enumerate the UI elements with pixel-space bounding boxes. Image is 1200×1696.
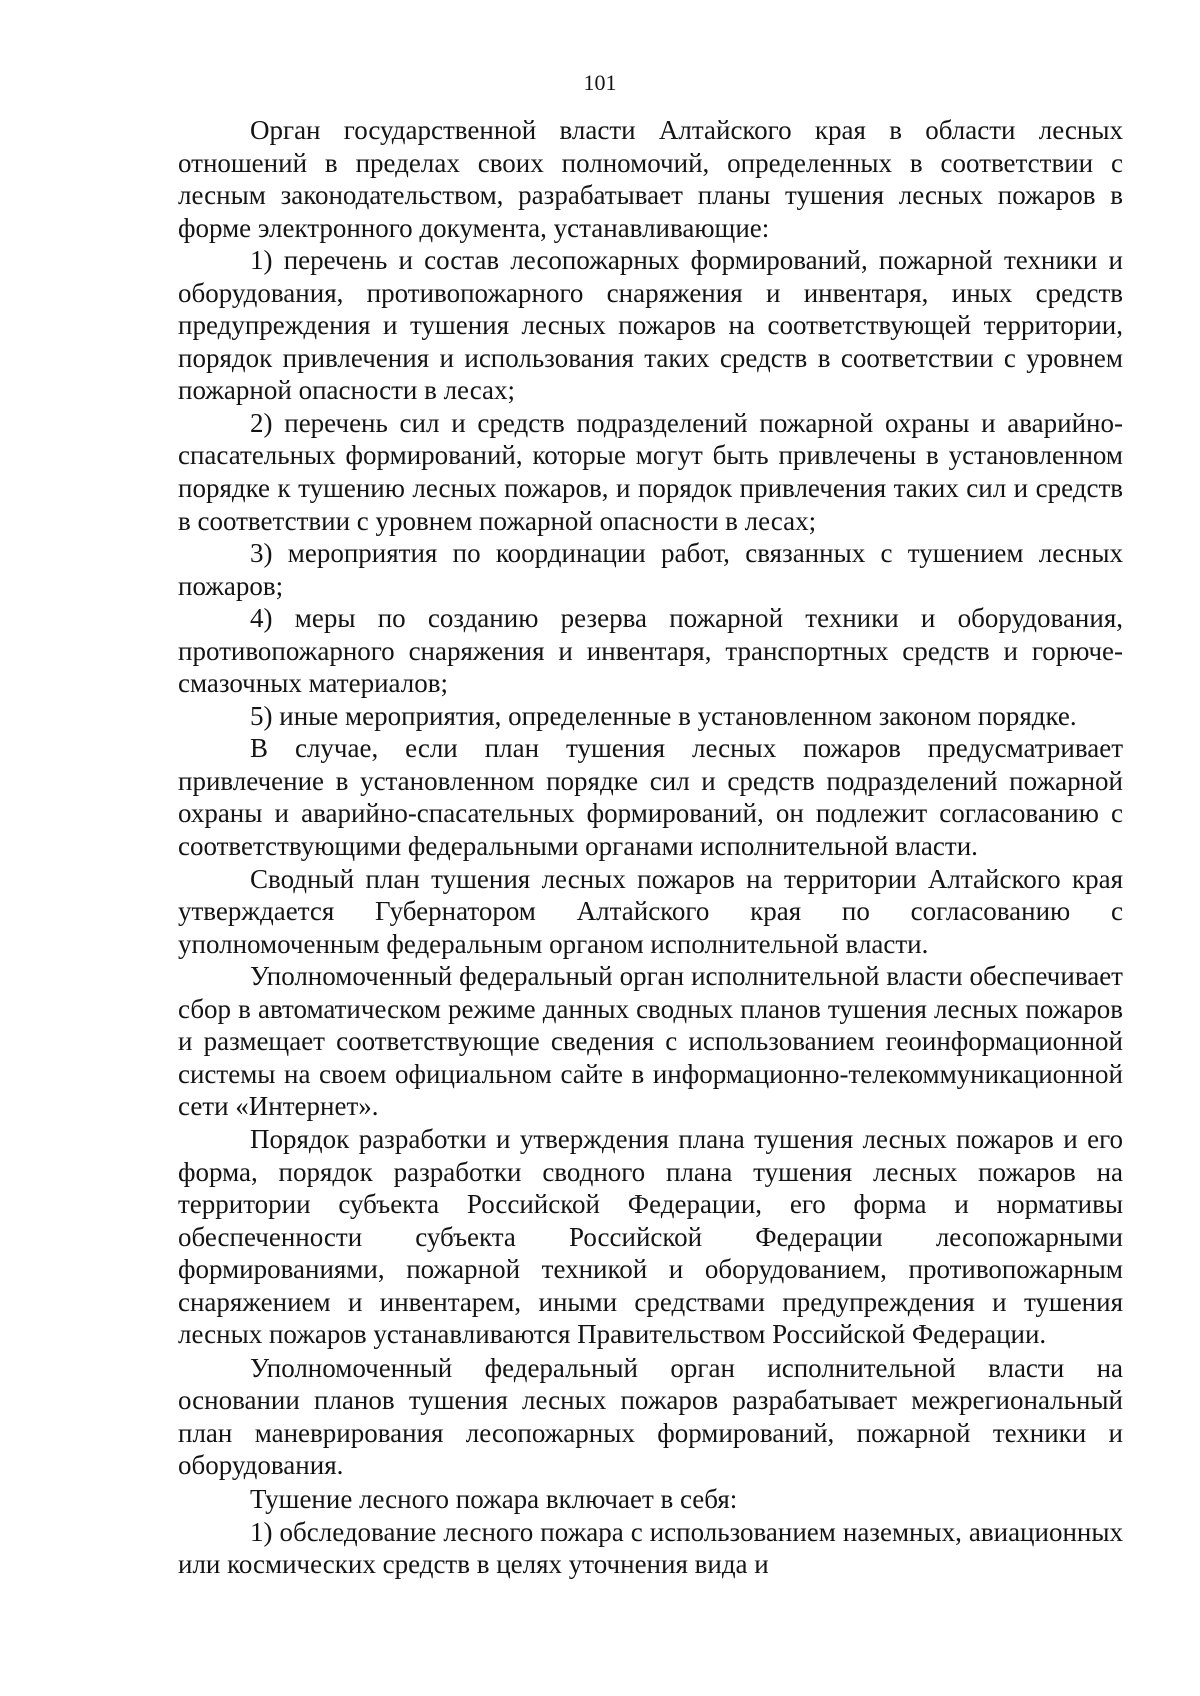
paragraph-interregional-plan: Уполномоченный федеральный орган исполнительной власти на основании планов тушения лесных пожаров разрабатывает межрегиональный план маневрирования лесопожарных формирований, пожарной техники и оборудования. — [178, 1352, 1123, 1481]
list-item-1: 1) перечень и состав лесопожарных формирований, пожарной техники и оборудования, противопожарного снаряжения и инвентаря, иных средств предупреждения и тушения лесных пожаров на соответствующей территории, порядок привлечения и использования таких средств в соответствии с уровнем пожарной опасности в лесах; — [178, 245, 1123, 406]
page-number: 101 — [583, 70, 617, 95]
paragraph-consolidated-plan: Сводный план тушения лесных пожаров на территории Алтайского края утверждается Губернатором Алтайского края по согласованию с уполномоченным федеральным органом исполнительной власти. — [178, 863, 1123, 959]
paragraph-procedure: Порядок разработки и утверждения плана тушения лесных пожаров и его форма, порядок разработки сводного плана тушения лесных пожаров на территории субъекта Российской Федерации, его форма и нормативы обеспеченности субъекта Российской Федерации лесопожарными формированиями, пожарной техникой и оборудованием, противопожарным снаряжением и инвентарем, иными средствами предупреждения и тушения лесных пожаров устанавливаются Правительством Российской Федерации. — [178, 1123, 1123, 1350]
extinguishing-item-1: 1) обследование лесного пожара с использованием наземных, авиационных или космических средств в целях уточнения вида и — [178, 1516, 1123, 1580]
paragraph-intro: Орган государственной власти Алтайского края в области лесных отношений в пределах своих полномочий, определенных в соответствии с лесным законодательством, разрабатывает планы тушения лесных пожаров в форме электронного документа, устанавливающие: — [178, 115, 1123, 243]
list-item-5: 5) иные мероприятия, определенные в установленном законом порядке. — [250, 700, 1077, 731]
paragraph-extinguishing-heading: Тушение лесного пожара включает в себя: — [250, 1483, 738, 1514]
list-item-4: 4) меры по созданию резерва пожарной техники и оборудования, противопожарного снаряжения и инвентаря, транспортных средств и горюче-смазочных материалов; — [178, 603, 1123, 699]
paragraph-coordination: В случае, если план тушения лесных пожаров предусматривает привлечение в установленном порядке сил и средств подразделений пожарной охраны и аварийно-спасательных формирований, он подлежит согласованию с соответствующими федеральными органами исполнительной власти. — [178, 733, 1123, 862]
paragraph-data-collection: Уполномоченный федеральный орган исполнительной власти обеспечивает сбор в автоматическом режиме данных сводных планов тушения лесных пожаров и размещает соответствующие сведения с использованием геоинформационной системы на своем официальном сайте в информационно-телекоммуникационной сети «Интернет». — [178, 961, 1123, 1122]
list-item-3: 3) мероприятия по координации работ, связанных с тушением лесных пожаров; — [178, 538, 1123, 601]
document-body — [178, 114, 1123, 1581]
list-item-2: 2) перечень сил и средств подразделений пожарной охраны и аварийно-спасательных формирований, которые могут быть привлечены в установленном порядке к тушению лесных пожаров, и порядок привлечения таких сил и средств в соответствии с уровнем пожарной опасности в лесах; — [178, 407, 1123, 536]
